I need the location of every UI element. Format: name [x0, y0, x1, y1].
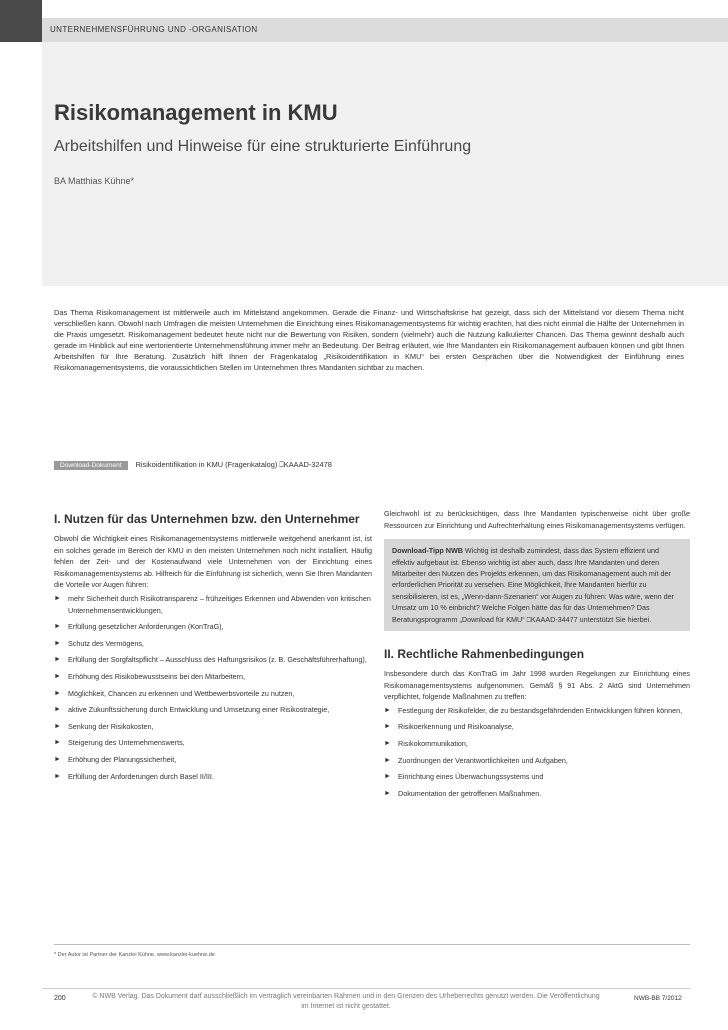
arrow-bullet-icon: ► — [384, 740, 391, 747]
journal-ref: NWB-BB 7/2012 — [634, 995, 682, 1002]
arrow-bullet-icon: ► — [54, 623, 61, 631]
download-row[interactable] — [54, 460, 332, 470]
footer-divider — [42, 988, 690, 989]
section-2-heading: II. Rechtliche Rahmenbedingungen — [384, 647, 585, 662]
list-item: ► Senkung der Risikokosten, — [54, 721, 154, 731]
list-item: ► Erhöhung des Risikobewusstseins bei den Mitarbeitern, — [54, 671, 245, 681]
section-1-heading: I. Nutzen für das Unternehmen bzw. den Unternehmer — [54, 512, 360, 526]
benefits-list — [54, 593, 372, 782]
arrow-bullet-icon: ► — [54, 656, 61, 664]
arrow-bullet-icon: ► — [54, 722, 61, 730]
copyright-notice: © NWB Verlag. Das Dokument darf ausschließlich im vertraglich vereinbarten Rahmen und in den Grenzen des Urheberrechts genutzt werden. Die Veröffentlichung im Internet ist nicht gestattet. — [92, 993, 600, 1010]
tip-text: Wichtig ist deshalb zumindest, dass das System effizient und effektiv aufgebaut ist. Ebenso wichtig ist aber auch, dass Ihre Mandanten und deren Mitarbeiter den Nutzen des Projekts erkennen, um das Risikomanagement auch mit der erforderlichen Priorität zu versehen. Eine Möglichkeit, Ihre Mandanten hierfür zu sensibilisieren, ist es, „Wenn-dann-Szenarien“ vor Augen zu führen: Was wäre, wenn der Umsatz um 10 % einbricht? Welche Folgen hätte das für das Unternehmen? Das Beratungsprogramm „Download für KMU“ ⎕KAAAD-34477 unterstützt Sie hierbei. — [392, 546, 675, 624]
section-label: UNTERNEHMENSFÜHRUNG UND -ORGANISATION — [42, 18, 728, 42]
list-item: ► Erfüllung der Anforderungen durch Basel II/III. — [54, 771, 214, 781]
download-link[interactable]: Risikoidentifikation in KMU (Fragenkatalog) ⎕KAAAD-32478 — [135, 460, 332, 469]
left-column — [54, 512, 372, 787]
arrow-bullet-icon: ► — [384, 706, 391, 714]
list-item: ► Zuordnungen der Verantwortlichkeiten und Aufgaben, — [384, 755, 568, 765]
arrow-bullet-icon: ► — [384, 756, 391, 764]
list-item: ► Erhöhung der Planungssicherheit, — [54, 754, 177, 764]
section-1-paragraph: Obwohl die Wichtigkeit eines Risikomanagementsystems mittlerweile weitgehend anerkannt ist, ist ein solches gerade im Bereich der KMU in den meisten Unternehmen noch nicht installiert. Häufig fehlen der Zeit- und der Kostenaufwand viele Unternehmen von der Einrichtung eines Risikomanagementsystems ab. Hilfreich für die Einführung ist sicherlich, wenn Sie Ihren Mandanten die Vorteile vor Augen führen: — [54, 534, 372, 590]
arrow-bullet-icon: ► — [54, 689, 61, 697]
page-number: 200 — [54, 995, 66, 1002]
download-badge: Download-Dokument — [54, 461, 128, 470]
author-line: BA Matthias Kühne* — [54, 176, 135, 186]
article-title: Risikomanagement in KMU — [54, 100, 338, 125]
arrow-bullet-icon: ► — [54, 755, 61, 763]
list-item: ► Erfüllung der Sorgfaltspflicht – Ausschluss des Haftungsrisikos (z. B. Geschäftsführerhaftung), — [54, 655, 367, 665]
arrow-bullet-icon: ► — [384, 723, 391, 731]
article-subtitle: Arbeitshilfen und Hinweise für eine strukturierte Einführung — [54, 138, 472, 155]
list-item: ► Festlegung der Risikofelder, die zu bestandsgefährdenden Entwicklungen führen können, — [384, 705, 683, 715]
footnote-divider — [54, 944, 690, 945]
arrow-bullet-icon: ► — [384, 773, 391, 781]
list-item: ► Erfüllung gesetzlicher Anforderungen (KonTraG), — [54, 622, 224, 632]
footnote: * Der Autor ist Partner der Kanzlei Kühne. www.kanzlei-kuehne.de — [54, 952, 215, 958]
tip-box — [384, 539, 690, 631]
arrow-bullet-icon: ► — [384, 789, 391, 797]
measures-list — [384, 705, 690, 800]
list-item: ► Dokumentation der getroffenen Maßnahmen. — [384, 788, 542, 798]
list-item: ► aktive Zukunftssicherung durch Entwicklung und Umsetzung einer Risikostrategie, — [54, 705, 330, 715]
arrow-bullet-icon: ► — [54, 739, 61, 747]
arrow-bullet-icon: ► — [54, 639, 61, 647]
arrow-bullet-icon: ► — [54, 672, 61, 680]
list-item: ► Möglichkeit, Chancen zu erkennen und Wettbewerbsvorteile zu nutzen, — [54, 688, 295, 698]
right-paragraph: Gleichwohl ist zu berücksichtigen, dass Ihre Mandanten typischerweise nicht über große Ressourcen zur Einrichtung und Aufrechterhaltung eines Risikomanagementsystems verfügen. — [384, 509, 690, 530]
title-box — [42, 42, 728, 286]
arrow-bullet-icon: ► — [54, 706, 61, 714]
right-column — [384, 508, 690, 804]
list-item: ► Risikokommunikation, — [384, 739, 468, 748]
list-item: ► Risikoerkennung und Risikoanalyse, — [384, 722, 514, 732]
arrow-bullet-icon: ► — [54, 594, 61, 602]
section-2-paragraph: Insbesondere durch das KonTraG im Jahr 1998 wurden Regelungen zur Einrichtung eines Risikomanagementsystems aufgenommen. Gemäß § 91 Abs. 2 AktG sind Unternehmen verpflichtet, folgende Maßnahmen zu treffen: — [384, 669, 690, 702]
list-item: ► Einrichtung eines Überwachungssystems und — [384, 772, 544, 782]
corner-block — [0, 0, 42, 42]
list-item: ► Steigerung des Unternehmenswerts, — [54, 738, 185, 748]
arrow-bullet-icon: ► — [54, 772, 61, 780]
tip-label: Download-Tipp NWB — [392, 546, 463, 556]
list-item: ► mehr Sicherheit durch Risikotransparenz – frühzeitiges Erkennen und Abwenden von kritischen Unternehmensentwicklungen, — [54, 593, 371, 615]
list-item: ► Schutz des Vermögens, — [54, 638, 144, 648]
intro-paragraph: Das Thema Risikomanagement ist mittlerweile auch im Mittelstand angekommen. Gerade die Finanz- und Wirtschaftskrise hat gezeigt, dass sich der Mittelstand vor diesem Thema nicht verschließen kann. Obwohl nach Umfragen die meisten Unternehmen die Einrichtung eines Risikomanagementsystems für wichtig erachten, hat dies nicht einmal die Hälfte der Unternehmen in die Praxis umgesetzt. Risikomanagement bedeutet heute nicht nur die Bewertung von Risiken, sondern (vielmehr) auch die Nutzung kalkulierter Chancen. Das Thema gewinnt deshalb auch gerade im Hinblick auf eine wertorientierte Unternehmensführung immer mehr an Bedeutung. Der Beitrag erläutert, wie Ihre Mandanten ein Risikomanagement aufbauen können und gibt Ihnen Arbeitshilfen für Ihre Beratung. Zusätzlich hilft Ihnen der Fragenkatalog „Risikoidentifikation in KMU“ bei ersten Gesprächen über die Notwendigkeit der Einführung eines Risikomanagementsystems, die voraussichtlichen Stellen im Unternehmen Ihres Mandanten sichtbar zu machen. — [54, 308, 684, 372]
